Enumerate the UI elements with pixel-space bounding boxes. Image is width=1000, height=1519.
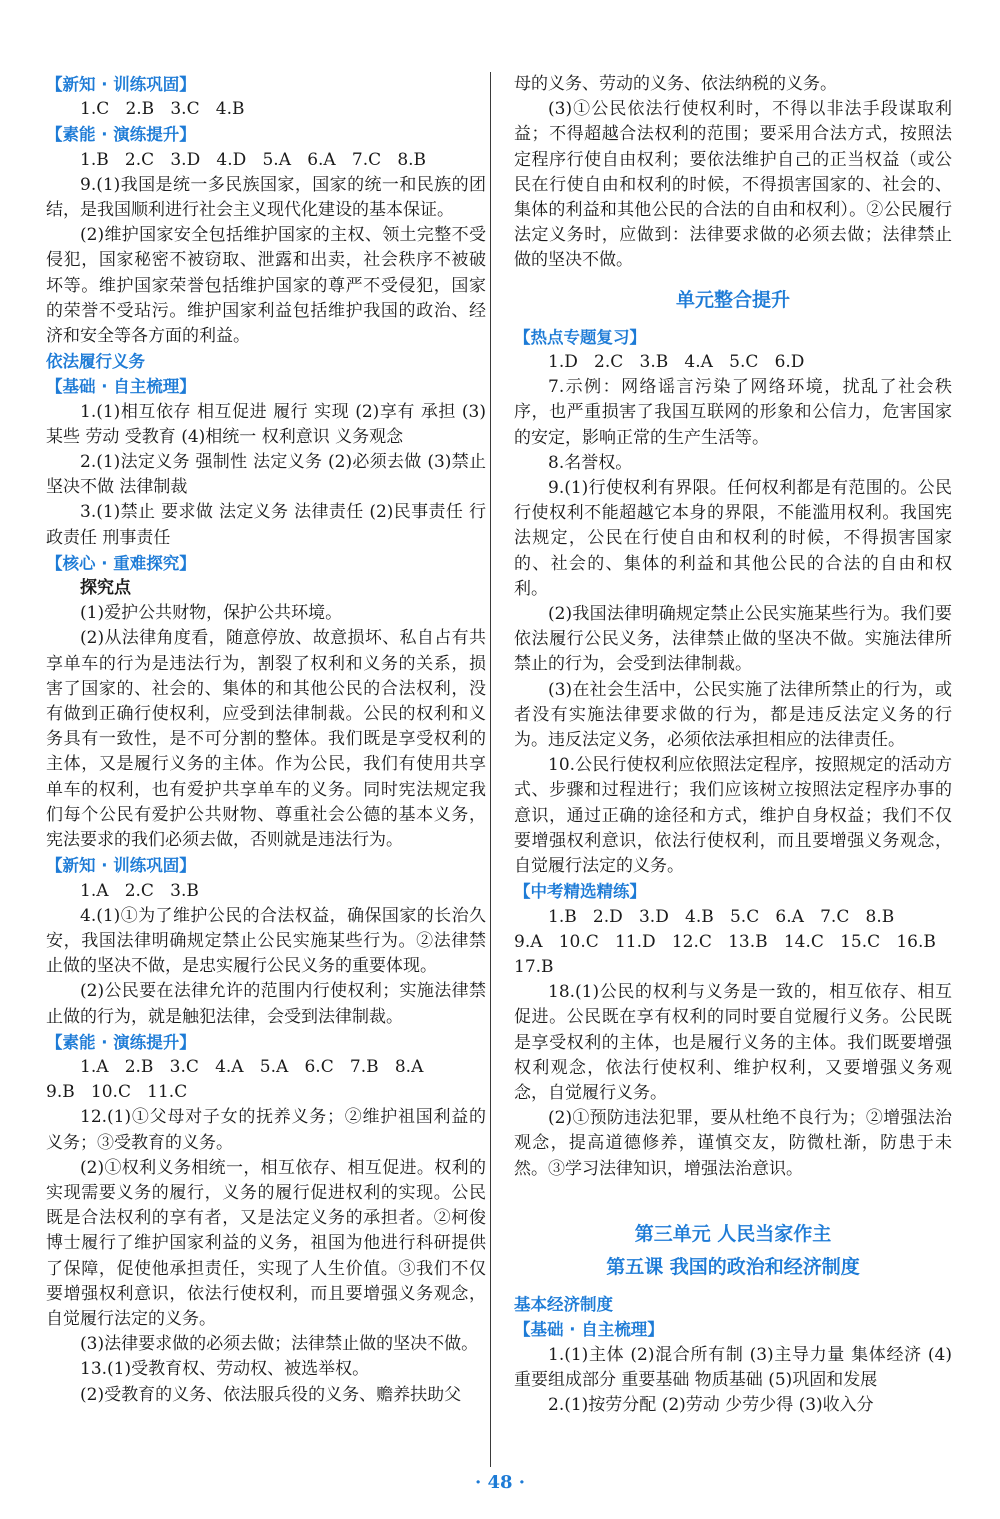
section-heading: 【核心 · 重难探究】 (46, 553, 196, 573)
right-column (514, 72, 952, 1418)
lesson-heading: 依法履行义务 (46, 352, 145, 372)
answer-paragraph: 12.(1)①父母对子女的抚养义务；②维护祖国利益的义务；③受教育的义务。 (46, 1107, 486, 1153)
left-column (46, 72, 486, 1408)
answer-paragraph: (3)①公民依法行使权利时，不得以非法手段谋取利益；不得超越合法权利的范围；要采用合法方式，按照法定程序行使自由权利；要依法维护自己的正当权益（或公民在行使自由和权利的时候，不得损害国家的、社会的、集体的利益和其他公民的合法的自由和权利）。②公民履行法定义务时，应做到：法律要求做的必须去做；法律禁止做的坚决不做。 (514, 99, 952, 271)
answer-paragraph: 母的义务、劳动的义务、依法纳税的义务。 (514, 74, 837, 94)
answer-paragraph: (3)在社会生活中，公民实施了法律所禁止的行为，或者没有实施法律要求做的行为，都是违反法定义务的行为。违反法定义务，必须依法承担相应的法律责任。 (514, 679, 952, 751)
answer-paragraph: (1)爱护公共财物，保护公共环境。 (80, 603, 343, 624)
answer-line: 9.B 10.C 11.C (46, 1082, 188, 1103)
answer-line: 1.B 2.D 3.D 4.B 5.C 6.A 7.C 8.B (548, 906, 895, 927)
section-heading: 【新知 · 训练巩固】 (46, 75, 196, 94)
answer-line: 9.A 10.C 11.D 12.C 13.B 14.C 15.C 16.B (514, 931, 936, 952)
answer-paragraph: (3)法律要求做的必须去做；法律禁止做的坚决不做。 (80, 1334, 479, 1355)
column-divider (490, 72, 491, 1467)
answer-line: 1.B 2.C 3.D 4.D 5.A 6.A 7.C 8.B (80, 149, 427, 170)
section-heading: 【素能 · 演练提升】 (46, 125, 196, 145)
section-heading: 【基础 · 自主梳理】 (514, 1320, 664, 1340)
subheading: 探究点 (80, 578, 131, 599)
section-heading: 【新知 · 训练巩固】 (46, 856, 196, 876)
page-number: · 48 · (474, 1472, 526, 1493)
section-heading: 【热点专题复习】 (514, 327, 646, 347)
lesson-heading: 基本经济制度 (514, 1295, 613, 1315)
unit-review-title: 单元整合提升 (675, 288, 790, 311)
answer-paragraph: 13.(1)受教育权、劳动权、被选举权。 (80, 1359, 370, 1380)
answer-paragraph: 8.名誉权。 (548, 452, 633, 473)
answer-line: 1.C 2.B 3.C 4.B (80, 99, 245, 120)
lesson-title: 第五课 我国的政治和经济制度 (606, 1255, 860, 1278)
answer-paragraph: 9.(1)我国是统一多民族国家，国家的统一和民族的团结，是我国顺利进行社会主义现代化建设的基本保证。 (46, 174, 486, 221)
answer-paragraph: (2)受教育的义务、依法服兵役的义务、赡养扶助父 (80, 1384, 462, 1405)
answer-line: 1.A 2.C 3.B (80, 880, 199, 901)
answer-paragraph: 10.公民行使权利应依照法定程序，按照规定的活动方式、步骤和过程进行；我们应该树立按照法定程序办事的意识，通过正确的途径和方式，维护自身权益；我们不仅要增强权利意识，依法行使权利，而且要增强义务观念，自觉履行法定的义务。 (514, 755, 952, 877)
section-heading: 【中考精选精练】 (514, 882, 646, 902)
answer-paragraph: (2)公民要在法律允许的范围内行使权利；实施法律禁止做的行为，就是触犯法律，会受到法律制裁。 (46, 981, 486, 1027)
answer-line: 1.A 2.B 3.C 4.A 5.A 6.C 7.B 8.A (80, 1056, 424, 1077)
answer-paragraph: (2)我国法律明确规定禁止公民实施某些行为。我们要依法履行公民义务，法律禁止做的坚决不做。实施法律所禁止的行为，会受到法律制裁。 (514, 604, 952, 675)
answer-line: 1.D 2.C 3.B 4.A 5.C 6.D (548, 352, 805, 373)
answer-paragraph: 3.(1)禁止 要求做 法定义务 法律责任 (2)民事责任 行政责任 刑事责任 (46, 502, 486, 548)
answer-line: 17.B (514, 956, 554, 977)
answer-paragraph: 2.(1)法定义务 强制性 法定义务 (2)必须去做 (3)禁止 坚决不做 法律制裁 (46, 452, 486, 498)
section-heading: 【基础 · 自主梳理】 (46, 377, 196, 397)
answer-paragraph: 18.(1)公民的权利与义务是一致的，相互依存、相互促进。公民既在享有权利的同时要自觉履行义务。公民既是享受权利的主体，也是履行义务的主体。我们既要增强权利观念，依法行使权利、维护权利，又要增强义务观念，自觉履行义务。 (514, 982, 952, 1103)
answer-paragraph: (2)①预防违法犯罪，要从杜绝不良行为；②增强法治观念，提高道德修养，谨慎交友，防微杜渐，防患于未然。③学习法律知识，增强法治意识。 (514, 1108, 952, 1179)
section-heading: 【素能 · 演练提升】 (46, 1032, 196, 1052)
answer-paragraph: 2.(1)按劳分配 (2)劳动 少劳少得 (3)收入分 (548, 1394, 874, 1415)
unit-title: 第三单元 人民当家作主 (634, 1222, 832, 1245)
answer-paragraph: (2)维护国家安全包括维护国家的主权、领土完整不受侵犯，国家秘密不被窃取、泄露和出卖，社会秩序不被破坏等。维护国家荣誉包括维护国家的尊严不受侵犯，国家的荣誉不受玷污。维护国家利益包括维护我国的政治、经济和安全等各方面的利益。 (46, 225, 486, 347)
answer-paragraph: (2)从法律角度看，随意停放、故意损坏、私自占有共享单车的行为是违法行为，割裂了权利和义务的关系，损害了国家的、社会的、集体的和其他公民的合法权利，没有做到正确行使权利，应受到法律制裁。公民的权利和义务具有一致性，是不可分割的整体。我们既是享受权利的主体，又是履行义务的主体。作为公民，我们有使用共享单车的权利，也有爱护共享单车的义务。同时宪法规定我们每个公民有爱护公共财物、尊重社会公德的基本义务，宪法要求的我们必须去做，否则就是违法行为。 (46, 628, 486, 851)
answer-paragraph: 9.(1)行使权利有界限。任何权利都是有范围的。公民行使权利不能超越它本身的界限，不能滥用权利。我国宪法规定，公民在行使自由和权利的时候，不得损害国家的、社会的、集体的利益和其他公民的合法的自由和权利。 (514, 478, 952, 599)
answer-paragraph: 7.示例：网络谣言污染了网络环境，扰乱了社会秩序，也严重损害了我国互联网的形象和公信力，危害国家的安定，影响正常的生产生活等。 (514, 377, 952, 448)
answer-paragraph: 1.(1)主体 (2)混合所有制 (3)主导力量 集体经济 (4)重要组成部分 重要基础 物质基础 (5)巩固和发展 (514, 1344, 952, 1390)
answer-paragraph: (2)①权利义务相统一，相互依存、相互促进。权利的实现需要义务的履行，义务的履行促进权利的实现。公民既是合法权利的享有者，又是法定义务的承担者。②柯俊博士履行了维护国家利益的义务，祖国为他进行科研提供了保障，促使他承担责任，实现了人生价值。③我们不仅要增强权利意识，依法行使权利，而且要增强义务观念，自觉履行法定的义务。 (46, 1157, 486, 1329)
answer-paragraph: 1.(1)相互依存 相互促进 履行 实现 (2)享有 承担 (3)某些 劳动 受教育 (4)相统一 权利意识 义务观念 (46, 401, 486, 447)
answer-paragraph: 4.(1)①为了维护公民的合法权益，确保国家的长治久安，我国法律明确规定禁止公民实施某些行为。②法律禁止做的坚决不做，是忠实履行公民义务的重要体现。 (46, 905, 486, 977)
